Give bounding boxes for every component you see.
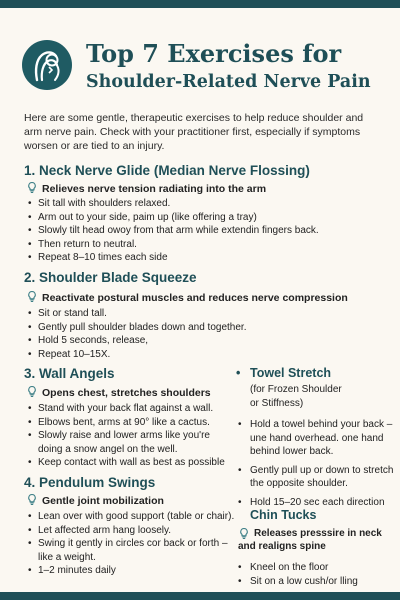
section-heading: 3. Wall Angels [24, 366, 115, 381]
towel-stretch-title: Towel Stretch [250, 366, 332, 380]
bottom-bar [0, 592, 400, 600]
chin-tucks-benefit [238, 527, 396, 553]
section-benefit [26, 290, 348, 304]
towel-step-list [238, 418, 394, 514]
step-list [28, 402, 226, 470]
list-item: • Slowly raise and lower arms like you're doing a snow angel on the well. [28, 429, 226, 456]
list-item: • Sit on a low cush/or lling [238, 575, 394, 589]
towel-stretch-heading [236, 366, 331, 380]
section-heading: 1. Neck Nerve Glide (Median Nerve Flossing) [24, 163, 310, 178]
list-item: • Sit or stand tall. [28, 307, 246, 321]
list-item: • Hold 15–20 sec each direction [238, 496, 394, 510]
list-item: • Hold a towel behind your back – une hand overhead. one hand behind lower back. [238, 418, 394, 459]
section-benefit [26, 493, 164, 507]
lightbulb-icon [26, 493, 38, 506]
list-item: • Gently pull shoulder blades down and together. [28, 321, 246, 335]
lightbulb-icon [26, 385, 38, 398]
list-item: • Then return to neutral. [28, 238, 319, 252]
bullet-glyph: • [236, 366, 241, 380]
benefit-text: Reactivate postural muscles and reduces nerve compression [42, 292, 348, 304]
lightbulb-icon [238, 527, 250, 540]
step-list [28, 197, 319, 265]
benefit-text: Relieves nerve tension radiating into the arm [42, 183, 267, 195]
list-item: • 1–2 minutes daily [28, 564, 228, 578]
towel-stretch-note [250, 383, 342, 410]
chin-step-list [238, 561, 394, 588]
intro-text: Here are some gentle, therapeutic exercises to help reduce shoulder and arm nerve pain. Check with your practitioner first, especially if symptoms worsen or are tied to an injury. [24, 112, 364, 152]
list-item: • Gently pull up or down to stretch the opposite shoulder. [238, 464, 394, 491]
header [22, 40, 390, 104]
lightbulb-icon [26, 290, 38, 303]
list-item: • Stand with your back flat against a wall. [28, 402, 226, 416]
list-item: • Repeat 8–10 times each side [28, 251, 319, 265]
page-subtitle: Shoulder-Related Nerve Pain [86, 72, 371, 92]
list-item: • Repeat 10–15X. [28, 348, 246, 362]
list-item: • Slowly tilt head owoy from that arm while extendin fingers back. [28, 224, 319, 238]
lightbulb-icon [26, 181, 38, 194]
list-item: • Sit tall with shoulders relaxed. [28, 197, 319, 211]
section-heading: 4. Pendulum Swings [24, 475, 156, 490]
section-heading: 2. Shoulder Blade Squeeze [24, 270, 197, 285]
list-item: • Elbows bent, arms at 90° like a cactus. [28, 416, 226, 430]
page-title: Top 7 Exercises for [86, 39, 342, 68]
chin-tucks-heading: Chin Tucks [250, 508, 317, 522]
note-line: (for Frozen Shoulder [250, 384, 342, 395]
list-item: • Swing it gently in circles cor back or forth – like a weight. [28, 537, 228, 564]
top-bar [0, 0, 400, 8]
shoulder-nerve-icon [22, 40, 72, 90]
list-item: • Hold 5 seconds, release, [28, 334, 246, 348]
step-list [28, 307, 246, 361]
section-benefit [26, 181, 266, 195]
list-item: • Let affected arm hang loosely. [28, 524, 228, 538]
list-item: • Lean over with good support (table or chair). [28, 510, 228, 524]
step-list [28, 510, 235, 578]
note-line: or Stiffness) [250, 397, 304, 409]
benefit-text: Releases presssire in neck and realigns spine [238, 528, 382, 552]
list-item: • Kneel on the floor [238, 561, 394, 575]
benefit-text: Opens chest, stretches shoulders [42, 387, 211, 399]
list-item: • Arm out to your side, paim up (like offering a tray) [28, 211, 319, 225]
list-item: • Keep contact with wall as best as possible [28, 456, 226, 470]
benefit-text: Gentle joint mobilization [42, 495, 164, 507]
section-benefit [26, 385, 211, 399]
